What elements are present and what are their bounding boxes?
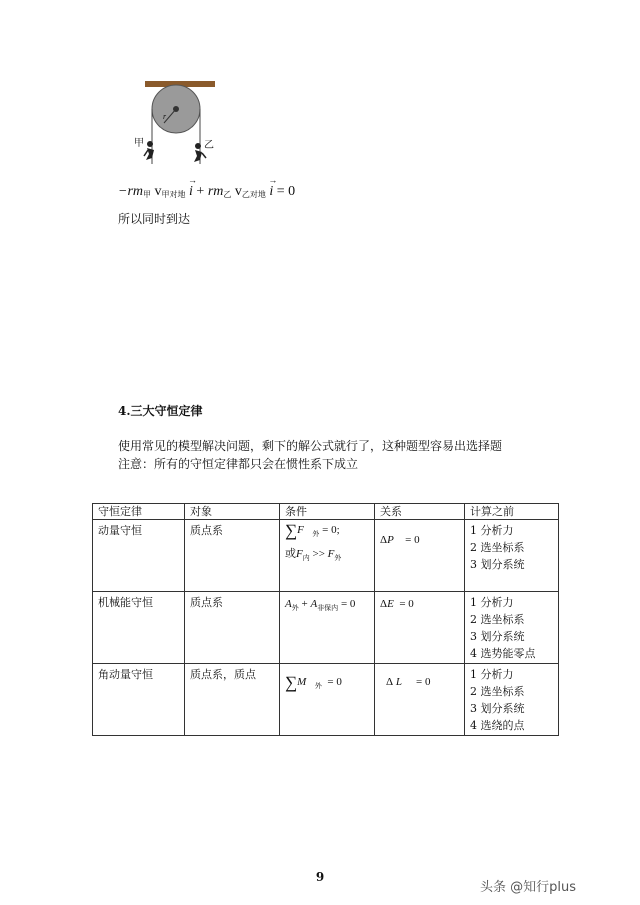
eq-sub-v-yi: 乙对地 [241,190,266,199]
step-item: 2 选坐标系 [470,685,525,698]
law-object: 质点系，质点 [185,664,280,736]
angular-condition: $\sum M⃗_外 = 0$ [280,664,375,736]
note-paragraph: 注意：所有的守恒定律都只会在惯性系下成立 [118,457,359,471]
step-item: 2 选坐标系 [470,541,525,554]
header-object: 对象 [185,504,280,520]
step-item: 3 划分系统 [470,630,525,643]
table-row-mechanical-energy [93,592,559,664]
law-object: 质点系 [185,592,280,664]
eq-sub-m-yi: 乙 [223,190,232,199]
law-name: 动量守恒 [93,520,185,592]
law-object: 质点系 [185,520,280,592]
header-law: 守恒定律 [93,504,185,520]
sub-nei: 内 [302,554,310,563]
sub-wai: 外 [312,530,320,539]
watermark-text: 头条 @知行plus [480,880,577,895]
sub-wai-2: 外 [334,554,342,563]
label-yi: 乙 [204,140,214,151]
law-name: 角动量守恒 [93,664,185,736]
page-number: 9 [315,870,325,884]
angular-relation: Δ L⃗ = 0 [375,664,465,736]
step-item: 1 分析力 [470,596,514,609]
table-row-momentum [93,520,559,592]
step-item: 1 分析力 [470,668,514,681]
step-item: 4 选绕的点 [470,719,525,732]
header-before-calc: 计算之前 [465,504,559,520]
steps-energy [465,592,559,664]
step-item: 2 选坐标系 [470,613,525,626]
sub-feibaonei: 非保内 [317,604,339,613]
table-row-angular-momentum [93,664,559,736]
sub-wai-4: 外 [314,682,322,691]
radius-label: r [163,112,167,121]
step-item: 1 分析力 [470,524,514,537]
intro-paragraph: 使用常见的模型解决问题，剩下的解公式就行了，这种题型容易出选择题 [118,439,503,453]
header-relation: 关系 [375,504,465,520]
angular-momentum-equation: $-rm_甲$ $v_{甲对地} \to i + rm_乙$ $v_{乙对地} \to i = 0$ [118,184,295,200]
conservation-laws-table [92,503,559,736]
steps-angular [465,664,559,736]
eq-sub-m-jia: 甲 [143,190,152,199]
section-heading: 4.三大守恒定律 [118,404,203,418]
step-item: 3 划分系统 [470,558,525,571]
step-item: 4 选势能零点 [470,647,536,660]
table-header-row [93,504,559,520]
header-condition: 条件 [280,504,375,520]
sub-wai-3: 外 [291,604,299,613]
pulley-figure [130,78,240,170]
steps-momentum [465,520,559,592]
energy-relation: ΔE = 0 [375,592,465,664]
momentum-relation: ΔP⃗ = 0 [375,520,465,592]
label-jia: 甲 [134,138,144,149]
law-name: 机械能守恒 [93,592,185,664]
step-item: 3 划分系统 [470,702,525,715]
energy-condition: $A_外 + A_{非保内} = 0$ [280,592,375,664]
eq-sub-v-jia: 甲对地 [161,190,186,199]
conclusion-text: 所以同时到达 [118,212,191,226]
momentum-condition: $\sum F⃗_外 = 0$; 或$F_内 >> F_外$ [280,520,375,592]
